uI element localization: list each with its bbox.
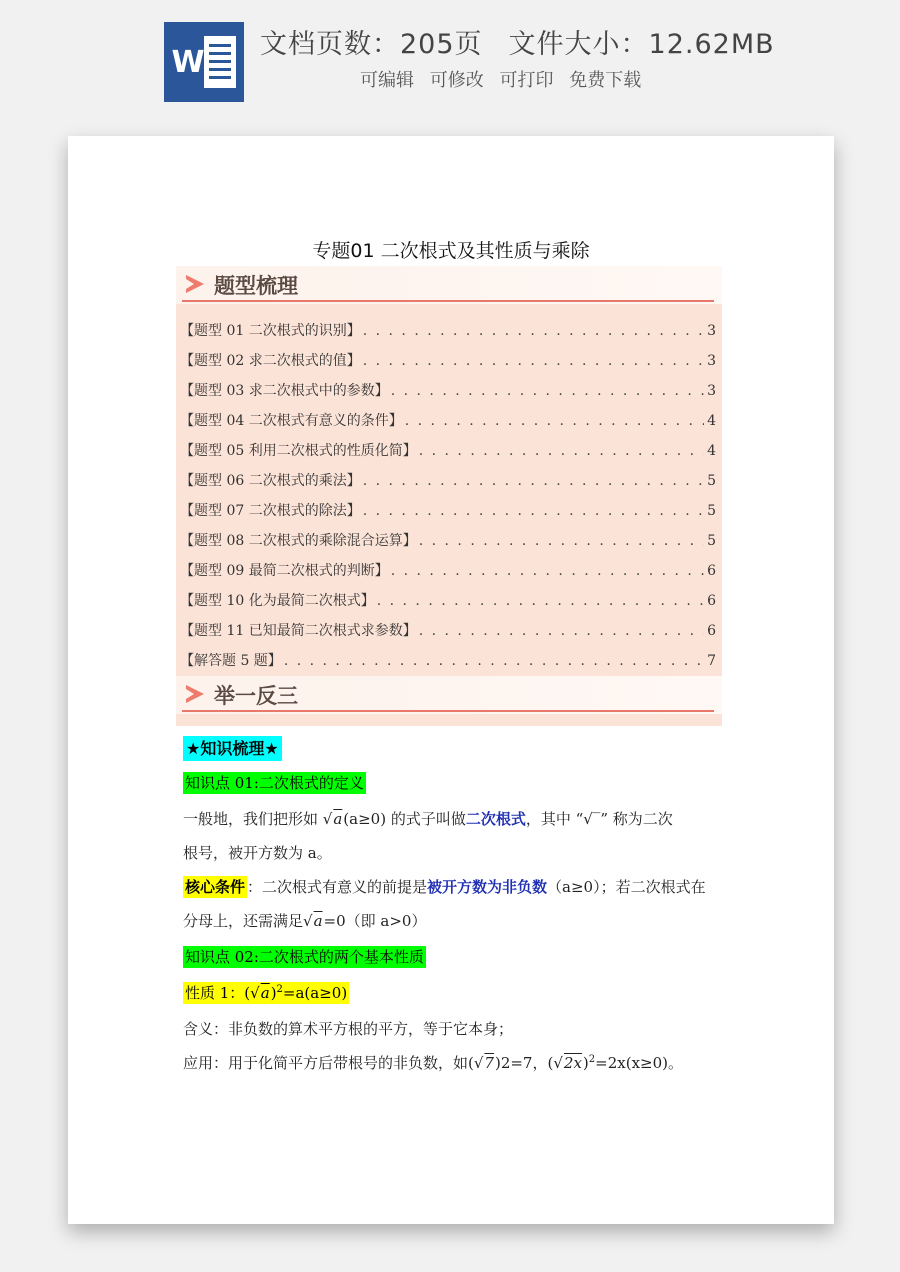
- svg-text:W: W: [171, 45, 205, 80]
- document-title: 专题01 二次根式及其性质与乘除: [312, 240, 590, 262]
- page-count: 文档页数：205页: [260, 29, 483, 60]
- toc-item[interactable]: 【题型 04 二次根式有意义的条件】 . . . 4: [180, 410, 716, 440]
- toc-item[interactable]: 【题型 01 二次根式的识别】 . . . 3: [180, 320, 716, 350]
- toc-item[interactable]: 【题型 02 求二次根式的值】 . . . 3: [180, 350, 716, 380]
- toc-item[interactable]: 【题型 06 二次根式的乘法】 . . . 5: [180, 470, 716, 500]
- toc-item[interactable]: 【题型 03 求二次根式中的参数】 . . . 3: [180, 380, 716, 410]
- download-banner: [0, 0, 900, 120]
- kp1-title: 知识点 01:二次根式的定义: [185, 774, 364, 792]
- property-1: 性质 1：$(√a)^2=a(a\ge 0)$: [185, 984, 348, 1002]
- toc-item[interactable]: 【解答题 5 题】 . . . 7: [180, 650, 716, 680]
- section-heading-label: 举一反三: [214, 684, 298, 708]
- sqrt-expression: √7: [473, 1054, 494, 1072]
- sqrt-expression: √a: [322, 810, 343, 828]
- sqrt-expression: √2x: [553, 1054, 582, 1072]
- toc-item[interactable]: 【题型 08 二次根式的乘除混合运算】 . . . 5: [180, 530, 716, 560]
- toc-item[interactable]: 【题型 11 已知最简二次根式求参数】 . . . 6: [180, 620, 716, 650]
- kp2-title: 知识点 02:二次根式的两个基本性质: [185, 948, 424, 966]
- toc-box: [176, 266, 722, 726]
- knowledge-title: ★知识梳理★: [183, 736, 282, 761]
- toc-item[interactable]: 【题型 09 最简二次根式的判断】 . . . 6: [180, 560, 716, 590]
- sqrt-expression: √a: [250, 984, 270, 1002]
- feature-printable: 可打印: [499, 70, 554, 91]
- core-label: 核心条件: [185, 878, 246, 896]
- meaning-text: 含义：非负数的算术平方根的平方，等于它本身；: [183, 1020, 514, 1038]
- toc-item[interactable]: 【题型 10 化为最简二次根式】 . . . 6: [180, 590, 716, 620]
- section-heading: [176, 676, 722, 714]
- banner-features: [360, 66, 651, 92]
- core-condition: 核心条件 ：二次根式有意义的前提是被开方数为非负数（a≥0）；若二次根式在: [185, 878, 706, 896]
- feature-editable: 可编辑: [360, 70, 414, 91]
- toc-list: [180, 320, 716, 680]
- toc-heading-label: 题型梳理: [214, 274, 298, 298]
- banner-title: [260, 22, 775, 61]
- feature-modifiable: 可修改: [429, 70, 484, 91]
- sqrt-expression: √a: [303, 912, 323, 930]
- kp1-paragraph: 一般地，我们把形如 √a(a≥0) 的式子叫做二次根式，其中 “√‾” 称为二次: [183, 810, 673, 828]
- document-page: [68, 136, 834, 1224]
- application-text: 应用：用于化简平方后带根号的非负数，如(√7)2=7，$(√2x)^2=2x(x\ge 0)$。: [183, 1054, 684, 1072]
- toc-heading: [176, 266, 722, 304]
- toc-item[interactable]: 【题型 07 二次根式的除法】 . . . 5: [180, 500, 716, 530]
- feature-free-download[interactable]: 免费下载: [569, 70, 642, 91]
- knowledge-section: ★知识梳理★ 知识点 01:二次根式的定义 一般地，我们把形如 √a(a≥0) 的式子叫做二次根式，其中 “√‾” 称为二次 根号，被开方数为 a。 核心条件 ：二次根式有意义的前提是被开方数为非负数（a≥0）；若二次根式在 分母上，还需满足√a=0（即 a>0） 知识点 02:二次根式的两个基本性质 性质 1：$(√a)^2=a(a\ge 0)$ 含义：非负数的算术平方根的平方，等于它本身； 应用：用于化简平方后带根号的非负数，如(√7)2=7，$(√2x)^2=2x(x\ge 0)$。: [183, 736, 723, 1086]
- word-document-icon: [164, 22, 244, 102]
- toc-item[interactable]: 【题型 05 利用二次根式的性质化简】 . . . 4: [180, 440, 716, 470]
- file-size: 文件大小：12.62MB: [508, 29, 775, 60]
